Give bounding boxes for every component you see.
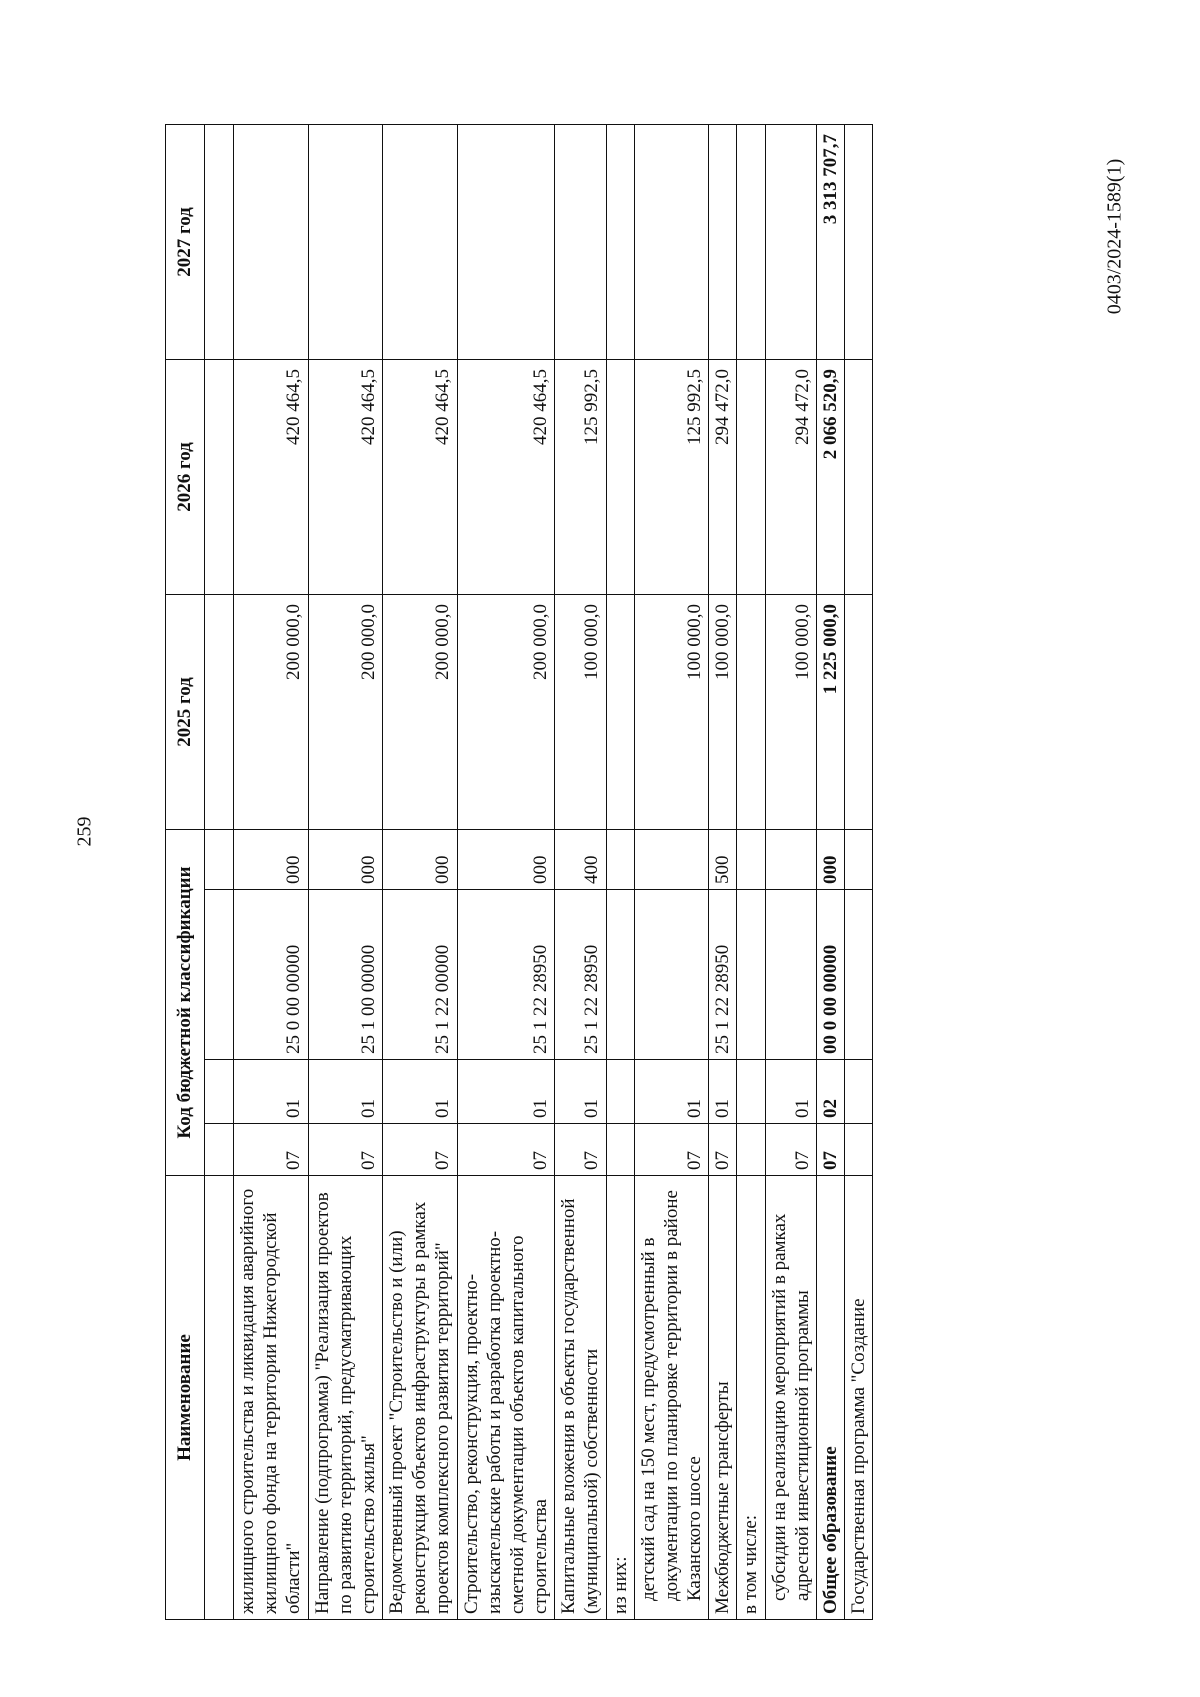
row-value-2026: 125 992,5 (555, 359, 606, 594)
row-code-type: 000 (308, 829, 383, 889)
row-name: Межбюджетные трансферты (709, 1176, 737, 1620)
table-row (234, 124, 309, 1619)
row-name: Капитальные вложения в объекты государственной (муниципальной) собственности (555, 1176, 606, 1620)
table-row (555, 124, 606, 1619)
row-code-subsection: 01 (457, 1060, 555, 1124)
row-value-2027 (709, 124, 737, 359)
row-value-2025: 100 000,0 (555, 594, 606, 829)
row-code-target: 25 0 00 00000 (234, 890, 309, 1060)
row-code-section: 07 (308, 1124, 383, 1176)
row-code-type: 000 (457, 829, 555, 889)
header-subrow (205, 124, 234, 1619)
row-code-subsection: 01 (634, 1060, 709, 1124)
row-code-type (845, 829, 873, 889)
row-value-2027 (765, 124, 816, 359)
row-name: Общее образование (816, 1176, 844, 1620)
row-code-section: 07 (555, 1124, 606, 1176)
row-code-subsection: 01 (234, 1060, 309, 1124)
row-value-2025 (845, 594, 873, 829)
table-row (308, 124, 383, 1619)
row-value-2026 (606, 359, 634, 594)
row-code-target: 25 1 22 28950 (709, 890, 737, 1060)
row-value-2027 (845, 124, 873, 359)
row-code-type (765, 829, 816, 889)
row-value-2027 (234, 124, 309, 359)
table-row (765, 124, 816, 1619)
row-code-subsection: 01 (308, 1060, 383, 1124)
row-value-2027 (737, 124, 765, 359)
row-value-2026: 420 464,5 (457, 359, 555, 594)
row-code-type: 000 (234, 829, 309, 889)
budget-table-frame (165, 130, 985, 1620)
row-code-section (845, 1124, 873, 1176)
row-value-2025: 100 000,0 (765, 594, 816, 829)
header-row (166, 124, 205, 1619)
header-2025: 2025 год (166, 594, 205, 829)
row-code-target (737, 890, 765, 1060)
row-code-section: 07 (765, 1124, 816, 1176)
row-name: Строительство, реконструкция, проектно-изыскательские работы и разработка проектно-сметной документации объектов капитального строительства (457, 1176, 555, 1620)
row-value-2027 (308, 124, 383, 359)
row-code-type (606, 829, 634, 889)
row-code-section: 07 (634, 1124, 709, 1176)
row-name: из них: (606, 1176, 634, 1620)
row-code-target (765, 890, 816, 1060)
row-code-type: 400 (555, 829, 606, 889)
row-code-target: 25 1 22 28950 (457, 890, 555, 1060)
row-value-2025: 200 000,0 (308, 594, 383, 829)
row-code-section: 07 (816, 1124, 844, 1176)
row-code-target: 25 1 00 00000 (308, 890, 383, 1060)
row-code-subsection: 01 (383, 1060, 458, 1124)
row-value-2027 (457, 124, 555, 359)
row-code-section: 07 (383, 1124, 458, 1176)
row-code-type (737, 829, 765, 889)
table-row (606, 124, 634, 1619)
row-value-2025: 100 000,0 (709, 594, 737, 829)
row-value-2027: 3 313 707,7 (816, 124, 844, 359)
row-value-2027 (606, 124, 634, 359)
row-value-2026: 420 464,5 (383, 359, 458, 594)
table-row (709, 124, 737, 1619)
header-2026: 2026 год (166, 359, 205, 594)
row-code-subsection: 01 (555, 1060, 606, 1124)
row-code-type (634, 829, 709, 889)
table-row (634, 124, 709, 1619)
row-value-2026 (737, 359, 765, 594)
row-value-2026: 125 992,5 (634, 359, 709, 594)
table-row (845, 124, 873, 1619)
table-row (457, 124, 555, 1619)
row-value-2025: 200 000,0 (383, 594, 458, 829)
header-2027: 2027 год (166, 124, 205, 359)
row-value-2026: 420 464,5 (308, 359, 383, 594)
row-code-subsection (845, 1060, 873, 1124)
row-name: в том числе: (737, 1176, 765, 1620)
row-code-type: 500 (709, 829, 737, 889)
row-code-section: 07 (457, 1124, 555, 1176)
row-value-2026: 2 066 520,9 (816, 359, 844, 594)
budget-table (165, 124, 873, 1620)
row-value-2025: 200 000,0 (457, 594, 555, 829)
row-code-target: 00 0 00 00000 (816, 890, 844, 1060)
table-row (737, 124, 765, 1619)
table-row (383, 124, 458, 1619)
page-number: 259 (73, 816, 96, 847)
row-name: Направление (подпрограмма) "Реализация проектов по развитию территорий, предусматривающих строительство жилья" (308, 1176, 383, 1620)
row-name: детский сад на 150 мест, предусмотренный в документации по планировке территории в районе Казанского шоссе (634, 1176, 709, 1620)
row-value-2025 (606, 594, 634, 829)
row-value-2025 (737, 594, 765, 829)
row-code-subsection (606, 1060, 634, 1124)
row-code-target: 25 1 22 00000 (383, 890, 458, 1060)
row-code-target (606, 890, 634, 1060)
row-name: субсидии на реализацию мероприятий в рамках адресной инвестиционной программы (765, 1176, 816, 1620)
row-name: жилищного строительства и ликвидация аварийного жилищного фонда на территории Нижегородской области" (234, 1176, 309, 1620)
row-value-2026 (845, 359, 873, 594)
row-code-type: 000 (816, 829, 844, 889)
row-code-section: 07 (234, 1124, 309, 1176)
header-name: Наименование (166, 1176, 205, 1620)
header-code-group: Код бюджетной классификации (166, 829, 205, 1175)
row-code-subsection: 01 (765, 1060, 816, 1124)
row-name: Ведомственный проект "Строительство и (или) реконструкция объектов инфраструктуры в рамках проектов комплексного развития территорий" (383, 1176, 458, 1620)
row-code-subsection: 02 (816, 1060, 844, 1124)
row-value-2026: 294 472,0 (765, 359, 816, 594)
row-value-2026: 420 464,5 (234, 359, 309, 594)
row-code-target (845, 890, 873, 1060)
row-value-2025: 200 000,0 (234, 594, 309, 829)
row-code-section (737, 1124, 765, 1176)
row-code-subsection: 01 (709, 1060, 737, 1124)
row-value-2025: 100 000,0 (634, 594, 709, 829)
row-value-2027 (555, 124, 606, 359)
table-row (816, 124, 844, 1619)
document-code: 0403/2024-1589(1) (1103, 158, 1126, 315)
row-value-2027 (383, 124, 458, 359)
row-value-2026: 294 472,0 (709, 359, 737, 594)
row-value-2027 (634, 124, 709, 359)
row-code-section (606, 1124, 634, 1176)
row-value-2025: 1 225 000,0 (816, 594, 844, 829)
row-code-section: 07 (709, 1124, 737, 1176)
row-code-target (634, 890, 709, 1060)
row-code-type: 000 (383, 829, 458, 889)
row-name: Государственная программа "Создание (845, 1176, 873, 1620)
row-code-target: 25 1 22 28950 (555, 890, 606, 1060)
row-code-subsection (737, 1060, 765, 1124)
